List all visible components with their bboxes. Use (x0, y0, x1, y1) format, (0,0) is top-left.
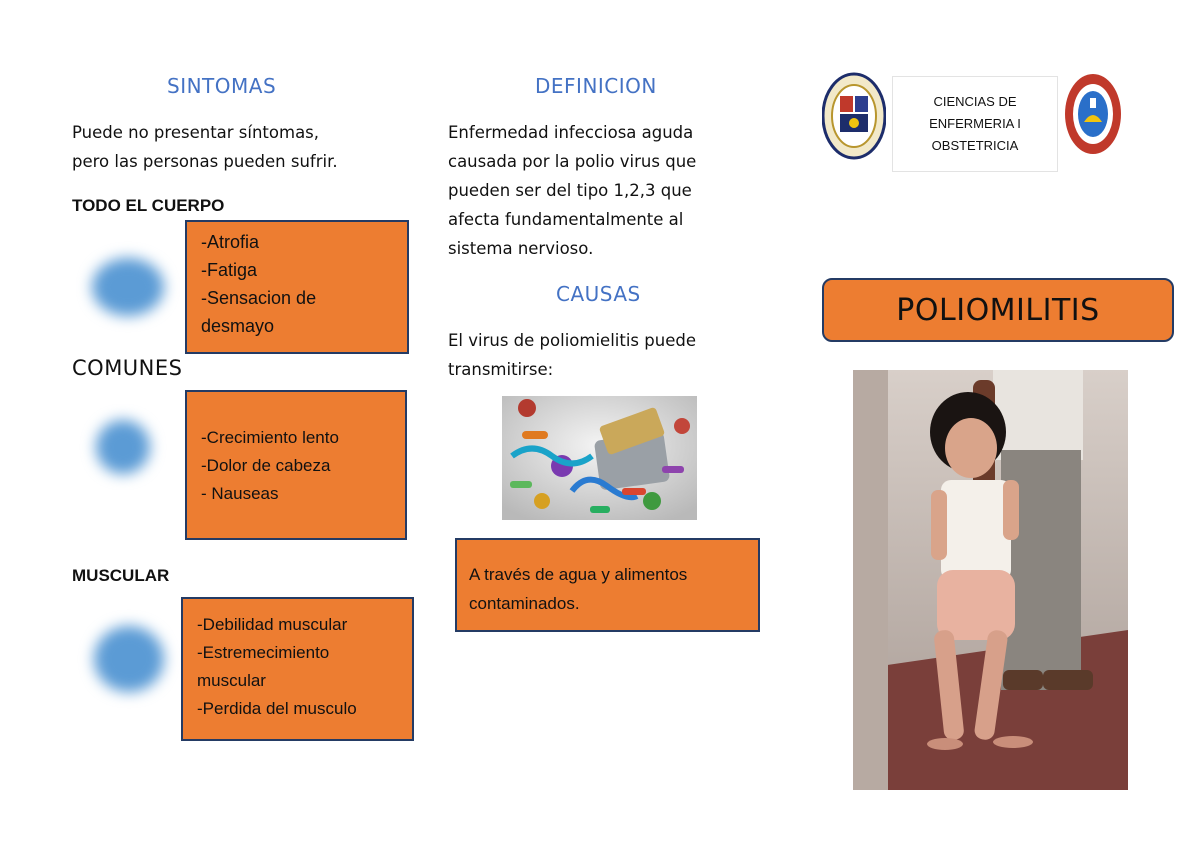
bullet-blob-icon (94, 626, 164, 692)
symptom-item: -Crecimiento lento (201, 428, 339, 447)
group-title-muscular: MUSCULAR (72, 566, 170, 585)
virus-illustration (502, 396, 697, 520)
definicion-line: Enfermedad infecciosa aguda (448, 123, 694, 142)
causas-text (448, 326, 696, 384)
symptom-item: -Estremecimiento (197, 643, 330, 662)
symptom-item: -Debilidad muscular (197, 615, 348, 634)
child-polio-photo (853, 370, 1128, 790)
faculty-line: ENFERMERIA I (929, 116, 1021, 131)
symptom-item: desmayo (201, 316, 275, 336)
causas-line: El virus de poliomielitis puede (448, 331, 696, 350)
sintomas-heading: SINTOMAS (167, 74, 277, 98)
symptom-item: -Sensacion de (201, 288, 317, 308)
causas-transmission-box (455, 538, 760, 632)
definicion-line: sistema nervioso. (448, 239, 594, 258)
cover-title: POLIOMILITIS (822, 278, 1174, 342)
bullet-blob-icon (92, 258, 164, 316)
definicion-line: causada por la polio virus que (448, 152, 697, 171)
causas-line: transmitirse: (448, 360, 554, 379)
university-seal-icon (822, 72, 886, 160)
bullet-blob-icon (96, 420, 150, 474)
symptoms-box-comunes (185, 390, 407, 540)
nursing-faculty-logo-icon (1064, 72, 1122, 156)
faculty-line: CIENCIAS DE (933, 94, 1017, 109)
symptom-item: -Atrofia (201, 232, 260, 252)
symptom-item: -Dolor de cabeza (201, 456, 331, 475)
sintomas-intro-line: pero las personas pueden sufrir. (72, 152, 338, 171)
faculty-box (892, 76, 1058, 172)
definicion-line: pueden ser del tipo 1,2,3 que (448, 181, 692, 200)
symptom-item: -Perdida del musculo (197, 699, 357, 718)
symptom-item: - Nauseas (201, 484, 279, 503)
definicion-line: afecta fundamentalmente al (448, 210, 684, 229)
definicion-text (448, 118, 696, 263)
group-title-todo-el-cuerpo: TODO EL CUERPO (72, 196, 225, 215)
causas-box-line: A través de agua y alimentos (469, 565, 688, 584)
sintomas-intro (72, 118, 338, 176)
faculty-line: OBSTETRICIA (931, 138, 1019, 153)
causas-heading: CAUSAS (556, 282, 641, 306)
sintomas-intro-line: Puede no presentar síntomas, (72, 123, 320, 142)
symptom-item: -Fatiga (201, 260, 258, 280)
symptoms-box-muscular (181, 597, 414, 741)
causas-box-line: contaminados. (469, 594, 580, 613)
group-title-comunes: COMUNES (72, 356, 183, 380)
symptom-item: muscular (197, 671, 266, 690)
symptoms-box-todo-el-cuerpo (185, 220, 409, 354)
definicion-heading: DEFINICION (535, 74, 657, 98)
